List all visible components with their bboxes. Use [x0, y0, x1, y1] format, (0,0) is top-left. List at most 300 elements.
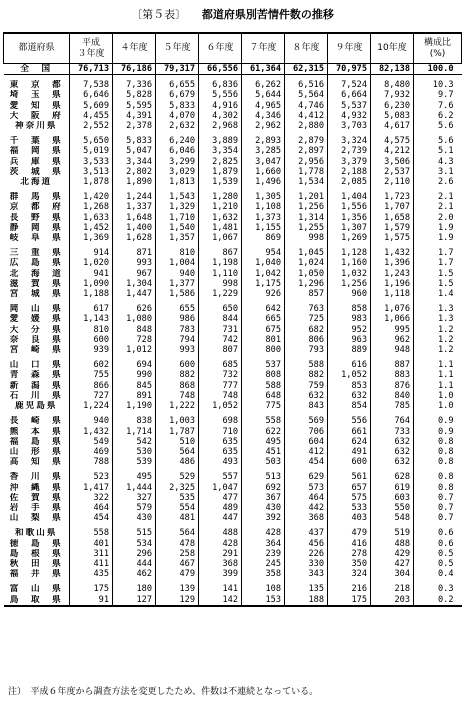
- count-cell: 1,579: [371, 223, 414, 233]
- count-cell: 6,046: [156, 146, 199, 156]
- count-cell: 416: [328, 539, 371, 549]
- count-cell: 456: [285, 539, 328, 549]
- count-cell: 993: [113, 258, 156, 268]
- count-cell: 990: [113, 370, 156, 380]
- count-cell: 1,540: [156, 223, 199, 233]
- count-cell: 868: [156, 381, 199, 391]
- count-cell: 622: [242, 427, 285, 437]
- table-row: [4, 136, 462, 146]
- ratio-cell: 4.3: [414, 157, 462, 167]
- count-cell: 650: [199, 304, 242, 314]
- prefecture-name: 広 島 県: [9, 258, 63, 269]
- count-cell: 533: [328, 503, 371, 513]
- count-cell: 783: [156, 325, 199, 335]
- count-cell: 1,648: [113, 213, 156, 223]
- count-cell: 1,229: [199, 289, 242, 299]
- count-cell: 1,268: [70, 202, 113, 212]
- count-cell: 810: [156, 248, 199, 258]
- table-row: [4, 279, 462, 289]
- table-row: [4, 101, 462, 111]
- count-cell: 427: [371, 559, 414, 569]
- count-cell: 4,746: [285, 101, 328, 111]
- count-cell: 628: [371, 472, 414, 482]
- count-cell: 216: [328, 584, 371, 594]
- count-cell: 2,893: [242, 136, 285, 146]
- ratio-cell: 0.7: [414, 493, 462, 503]
- count-cell: 491: [328, 447, 371, 457]
- prefecture-name: 長 野 県: [9, 212, 63, 223]
- count-cell: 871: [113, 248, 156, 258]
- count-cell: 2,968: [199, 121, 242, 131]
- count-cell: 469: [70, 447, 113, 457]
- count-cell: 838: [113, 416, 156, 426]
- prefecture-name: 秋 田 県: [9, 558, 63, 569]
- ratio-cell: 2.1: [414, 192, 462, 202]
- table-row: [4, 493, 462, 503]
- count-cell: 810: [70, 325, 113, 335]
- count-cell: 548: [371, 513, 414, 523]
- count-cell: 648: [242, 391, 285, 401]
- count-cell: 549: [70, 437, 113, 447]
- count-cell: 1,534: [285, 177, 328, 187]
- count-cell: 866: [70, 381, 113, 391]
- count-cell: 464: [285, 493, 328, 503]
- count-cell: 1,128: [328, 248, 371, 258]
- table-row: [4, 437, 462, 447]
- count-cell: 642: [242, 304, 285, 314]
- count-cell: 624: [328, 437, 371, 447]
- prefecture-name: 宮 城 県: [9, 289, 63, 300]
- count-cell: 1,400: [113, 223, 156, 233]
- count-cell: 7,336: [113, 80, 156, 90]
- table-row: [4, 528, 462, 538]
- table-number: 〔第５表〕: [131, 8, 187, 21]
- count-cell: 629: [285, 472, 328, 482]
- count-cell: 1,432: [371, 248, 414, 258]
- count-cell: 1,047: [199, 483, 242, 493]
- count-cell: 258: [156, 549, 199, 559]
- count-cell: 5,564: [285, 90, 328, 100]
- count-cell: 447: [199, 513, 242, 523]
- count-cell: 763: [285, 304, 328, 314]
- prefecture-name: 埼 玉 県: [9, 90, 63, 101]
- count-cell: 488: [199, 528, 242, 538]
- count-cell: 495: [113, 472, 156, 482]
- count-cell: 694: [113, 360, 156, 370]
- count-cell: 530: [113, 447, 156, 457]
- count-cell: 5,595: [113, 101, 156, 111]
- count-cell: 725: [285, 314, 328, 324]
- count-cell: 561: [328, 472, 371, 482]
- count-cell: 141: [199, 584, 242, 594]
- count-cell: 777: [199, 381, 242, 391]
- count-cell: 239: [242, 549, 285, 559]
- count-cell: 1,110: [199, 269, 242, 279]
- prefecture-name: 奈 良 県: [9, 334, 63, 345]
- prefecture-name: 全 国: [4, 64, 70, 75]
- count-cell: 845: [113, 381, 156, 391]
- count-cell: 2,537: [371, 167, 414, 177]
- count-cell: 882: [285, 370, 328, 380]
- table-row: [4, 202, 462, 212]
- count-cell: 5,556: [199, 90, 242, 100]
- prefecture-name: 滋 賀 県: [9, 278, 63, 289]
- count-cell: 564: [156, 528, 199, 538]
- count-cell: 710: [199, 427, 242, 437]
- count-cell: 1,396: [371, 258, 414, 268]
- count-cell: 1,076: [371, 304, 414, 314]
- count-cell: 1,256: [285, 202, 328, 212]
- ratio-cell: 5.6: [414, 136, 462, 146]
- count-cell: 1,201: [285, 192, 328, 202]
- table-row: [4, 513, 462, 523]
- prefecture-name: 岩 手 県: [9, 502, 63, 513]
- count-cell: 1,032: [328, 269, 371, 279]
- prefecture-name: 茨 城 県: [9, 166, 63, 177]
- table-caption: [0, 6, 465, 22]
- header-year: 10年度: [371, 33, 414, 64]
- count-cell: 748: [199, 391, 242, 401]
- count-cell: 616: [328, 360, 371, 370]
- table-row: [4, 167, 462, 177]
- count-cell: 1,444: [113, 483, 156, 493]
- prefecture-name: 岡 山 県: [9, 304, 63, 315]
- count-cell: 848: [113, 325, 156, 335]
- table-title: 都道府県別苦情件数の推移: [201, 8, 334, 21]
- count-cell: 558: [242, 416, 285, 426]
- prefecture-name: 沖 縄 県: [9, 482, 63, 493]
- count-cell: 7,538: [70, 80, 113, 90]
- count-cell: 2,325: [156, 483, 199, 493]
- header-year: ６年度: [199, 33, 242, 64]
- count-cell: 857: [285, 289, 328, 299]
- count-cell: 5,047: [113, 146, 156, 156]
- count-cell: 5,019: [70, 146, 113, 156]
- count-cell: 401: [70, 539, 113, 549]
- count-cell: 6,679: [156, 90, 199, 100]
- prefecture-name: 愛 媛 県: [9, 314, 63, 325]
- count-cell: 322: [70, 493, 113, 503]
- count-cell: 4,212: [371, 146, 414, 156]
- count-cell: 1,778: [285, 167, 328, 177]
- prefecture-name: 神奈川県: [15, 121, 58, 132]
- count-cell: 1,660: [242, 167, 285, 177]
- count-cell: 1,357: [156, 233, 199, 243]
- count-cell: 794: [156, 335, 199, 345]
- count-cell: 1,658: [371, 213, 414, 223]
- count-cell: 467: [156, 559, 199, 569]
- count-cell: 278: [328, 549, 371, 559]
- count-cell: 2,897: [285, 146, 328, 156]
- ratio-cell: 1.5: [414, 279, 462, 289]
- prefecture-name: 愛 知 県: [9, 100, 63, 111]
- count-cell: 79,317: [156, 64, 199, 75]
- ratio-cell: 1.2: [414, 345, 462, 355]
- count-cell: 5,609: [70, 101, 113, 111]
- count-cell: 127: [113, 595, 156, 606]
- prefecture-name: 大 阪 府: [9, 110, 63, 121]
- count-cell: 962: [371, 335, 414, 345]
- prefecture-name: 鹿児島県: [15, 401, 58, 412]
- ratio-cell: 1.9: [414, 233, 462, 243]
- count-cell: 1,255: [285, 223, 328, 233]
- count-cell: 1,196: [371, 279, 414, 289]
- prefecture-name: 静 岡 県: [9, 222, 63, 233]
- ratio-cell: 2.1: [414, 202, 462, 212]
- count-cell: 914: [70, 248, 113, 258]
- count-cell: 411: [70, 559, 113, 569]
- prefecture-name: 大 分 県: [9, 324, 63, 335]
- ratio-cell: 0.8: [414, 437, 462, 447]
- count-cell: 76,713: [70, 64, 113, 75]
- count-cell: 486: [156, 457, 199, 467]
- count-cell: 854: [328, 401, 371, 411]
- count-cell: 1,305: [242, 192, 285, 202]
- count-cell: 481: [156, 513, 199, 523]
- count-cell: 626: [113, 304, 156, 314]
- count-cell: 1,108: [242, 202, 285, 212]
- count-cell: 755: [70, 370, 113, 380]
- count-cell: 600: [70, 335, 113, 345]
- table-row: [4, 177, 462, 187]
- count-cell: 869: [242, 233, 285, 243]
- count-cell: 537: [242, 360, 285, 370]
- count-cell: 2,825: [199, 157, 242, 167]
- count-cell: 535: [156, 493, 199, 503]
- count-cell: 1,723: [371, 192, 414, 202]
- count-cell: 1,210: [199, 202, 242, 212]
- count-cell: 304: [371, 569, 414, 579]
- count-cell: 1,878: [70, 177, 113, 187]
- ratio-cell: 5.6: [414, 121, 462, 131]
- prefecture-name: 熊 本 県: [9, 426, 63, 437]
- ratio-cell: 0.9: [414, 427, 462, 437]
- count-cell: 3,047: [242, 157, 285, 167]
- count-cell: 1,714: [113, 427, 156, 437]
- count-cell: 1,539: [199, 177, 242, 187]
- count-cell: 983: [328, 314, 371, 324]
- table-row: [4, 111, 462, 121]
- count-cell: 403: [328, 513, 371, 523]
- count-cell: 2,739: [328, 146, 371, 156]
- count-cell: 3,354: [199, 146, 242, 156]
- count-cell: 891: [113, 391, 156, 401]
- count-cell: 392: [242, 513, 285, 523]
- count-cell: 788: [70, 457, 113, 467]
- count-cell: 619: [371, 483, 414, 493]
- count-cell: 108: [242, 584, 285, 594]
- count-cell: 6,655: [156, 80, 199, 90]
- count-cell: 941: [70, 269, 113, 279]
- count-cell: 70,975: [328, 64, 371, 75]
- count-cell: 4,070: [156, 111, 199, 121]
- ratio-cell: 0.8: [414, 472, 462, 482]
- count-cell: 1,404: [328, 192, 371, 202]
- count-cell: 66,556: [199, 64, 242, 75]
- count-cell: 887: [371, 360, 414, 370]
- table-row: [4, 539, 462, 549]
- table-row: [4, 192, 462, 202]
- count-cell: 1,004: [156, 258, 199, 268]
- count-cell: 1,143: [70, 314, 113, 324]
- count-cell: 800: [242, 345, 285, 355]
- table-row: [4, 258, 462, 268]
- complaints-table: [3, 32, 462, 607]
- prefecture-name: 香 川 県: [9, 472, 63, 483]
- table-row: [4, 559, 462, 569]
- count-cell: 3,344: [113, 157, 156, 167]
- count-cell: 4,412: [285, 111, 328, 121]
- count-cell: 6,516: [285, 80, 328, 90]
- count-cell: 4,916: [199, 101, 242, 111]
- header-year: ９年度: [328, 33, 371, 64]
- ratio-cell: 0.6: [414, 528, 462, 538]
- prefecture-name: 福 井 県: [9, 569, 63, 580]
- count-cell: 1,543: [156, 192, 199, 202]
- count-cell: 437: [285, 528, 328, 538]
- ratio-cell: 1.2: [414, 335, 462, 345]
- count-cell: 4,965: [242, 101, 285, 111]
- table-row: [4, 335, 462, 345]
- count-cell: 3,324: [328, 136, 371, 146]
- count-cell: 1,040: [242, 258, 285, 268]
- count-cell: 139: [156, 584, 199, 594]
- count-cell: 998: [285, 233, 328, 243]
- count-cell: 556: [328, 416, 371, 426]
- count-cell: 2,378: [113, 121, 156, 131]
- count-cell: 588: [242, 381, 285, 391]
- count-cell: 153: [242, 595, 285, 606]
- table-row: [4, 447, 462, 457]
- count-cell: 62,315: [285, 64, 328, 75]
- prefecture-name: 山 形 県: [9, 446, 63, 457]
- count-cell: 442: [285, 503, 328, 513]
- count-cell: 1,707: [371, 202, 414, 212]
- count-cell: 3,703: [328, 121, 371, 131]
- count-cell: 296: [113, 549, 156, 559]
- count-cell: 1,175: [242, 279, 285, 289]
- count-cell: 2,188: [328, 167, 371, 177]
- count-cell: 657: [328, 483, 371, 493]
- count-cell: 368: [285, 513, 328, 523]
- table-row: [4, 472, 462, 482]
- count-cell: 963: [328, 335, 371, 345]
- count-cell: 368: [199, 559, 242, 569]
- count-cell: 733: [371, 427, 414, 437]
- count-cell: 858: [328, 304, 371, 314]
- count-cell: 399: [199, 569, 242, 579]
- ratio-cell: 2.6: [414, 177, 462, 187]
- count-cell: 575: [328, 493, 371, 503]
- table-row: [4, 584, 462, 594]
- count-cell: 550: [371, 503, 414, 513]
- count-cell: 1,813: [156, 177, 199, 187]
- ratio-cell: 0.9: [414, 416, 462, 426]
- count-cell: 327: [113, 493, 156, 503]
- count-cell: 1,296: [285, 279, 328, 289]
- prefecture-name: 福 島 県: [9, 436, 63, 447]
- table-body: [4, 64, 462, 606]
- count-cell: 4,346: [242, 111, 285, 121]
- table-row: [4, 314, 462, 324]
- count-cell: 3,285: [242, 146, 285, 156]
- count-cell: 775: [242, 401, 285, 411]
- header-prefecture: 都道府県: [4, 33, 70, 64]
- count-cell: 1,417: [70, 483, 113, 493]
- ratio-cell: 100.0: [414, 64, 462, 75]
- count-cell: 364: [242, 539, 285, 549]
- prefecture-name: 石 川 県: [9, 390, 63, 401]
- count-cell: 245: [242, 559, 285, 569]
- count-cell: 1,224: [70, 401, 113, 411]
- prefecture-name: 北 海 道: [9, 268, 63, 279]
- count-cell: 1,556: [328, 202, 371, 212]
- prefecture-name: 千 葉 県: [9, 136, 63, 147]
- table-row: [4, 289, 462, 299]
- count-cell: 2,956: [285, 157, 328, 167]
- table-row: [4, 233, 462, 243]
- count-cell: 793: [285, 345, 328, 355]
- count-cell: 1,042: [242, 269, 285, 279]
- count-cell: 698: [199, 416, 242, 426]
- count-cell: 1,080: [113, 314, 156, 324]
- count-cell: 1,066: [371, 314, 414, 324]
- count-cell: 82,138: [371, 64, 414, 75]
- prefecture-name: 岐 阜 県: [9, 233, 63, 244]
- table-row: [4, 595, 462, 606]
- ratio-cell: 0.6: [414, 539, 462, 549]
- count-cell: 1,090: [70, 279, 113, 289]
- count-cell: 454: [70, 513, 113, 523]
- count-cell: 706: [285, 427, 328, 437]
- header-year: ７年度: [242, 33, 285, 64]
- ratio-cell: 1.1: [414, 381, 462, 391]
- count-cell: 2,879: [285, 136, 328, 146]
- count-cell: 175: [70, 584, 113, 594]
- count-cell: 1,329: [156, 202, 199, 212]
- count-cell: 3,513: [70, 167, 113, 177]
- count-cell: 477: [199, 493, 242, 503]
- count-cell: 603: [371, 493, 414, 503]
- count-cell: 513: [242, 472, 285, 482]
- count-cell: 998: [199, 279, 242, 289]
- count-cell: 600: [156, 360, 199, 370]
- count-cell: 2,110: [371, 177, 414, 187]
- count-cell: 435: [70, 569, 113, 579]
- count-cell: 7,524: [328, 80, 371, 90]
- ratio-cell: 0.2: [414, 595, 462, 606]
- count-cell: 6,240: [156, 136, 199, 146]
- ratio-cell: 1.3: [414, 314, 462, 324]
- table-row: [4, 427, 462, 437]
- total-row: [4, 64, 462, 75]
- prefecture-name: 京 都 府: [9, 202, 63, 213]
- count-cell: 180: [113, 584, 156, 594]
- count-cell: 1,373: [242, 213, 285, 223]
- count-cell: 430: [113, 513, 156, 523]
- table-row: [4, 457, 462, 467]
- count-cell: 4,302: [199, 111, 242, 121]
- prefecture-name: 山 梨 県: [9, 513, 63, 524]
- count-cell: 759: [285, 381, 328, 391]
- prefecture-name: 群 馬 県: [9, 192, 63, 203]
- count-cell: 478: [156, 539, 199, 549]
- count-cell: 343: [285, 569, 328, 579]
- count-cell: 1,052: [199, 401, 242, 411]
- count-cell: 579: [113, 503, 156, 513]
- ratio-cell: 0.7: [414, 503, 462, 513]
- count-cell: 1,222: [156, 401, 199, 411]
